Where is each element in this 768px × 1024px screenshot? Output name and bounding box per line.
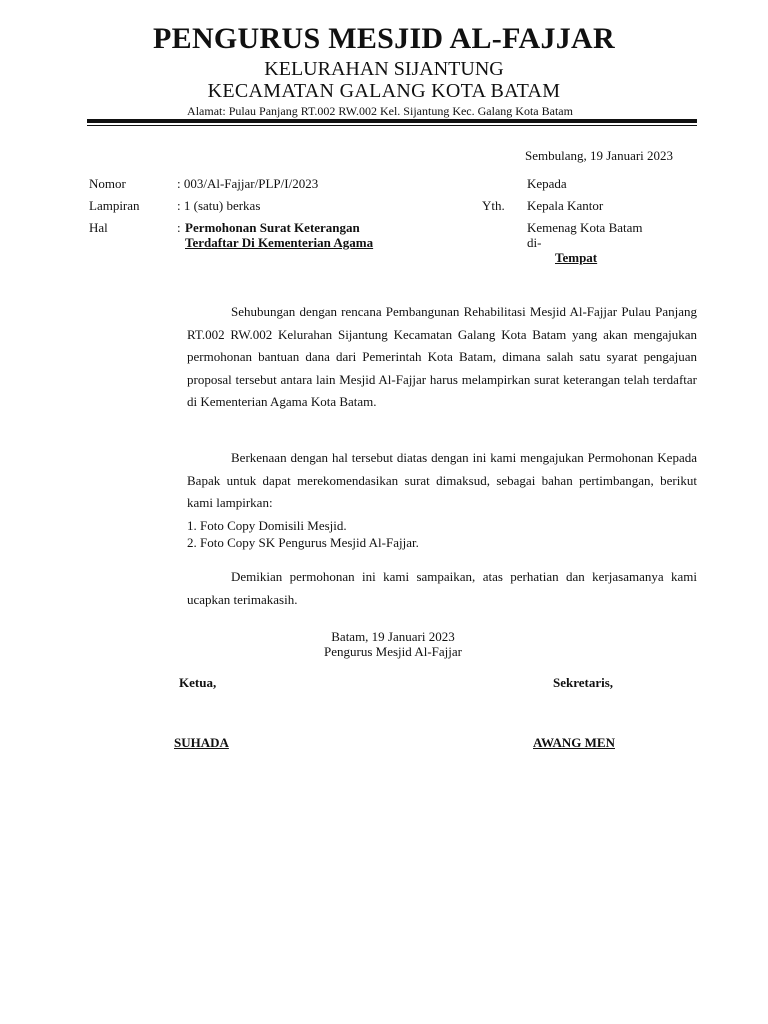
signature-name-sekretaris: AWANG MEN (533, 735, 615, 750)
organization-kecamatan: KECAMATAN GALANG KOTA BATAM (207, 80, 561, 102)
hal-label: Hal (89, 220, 108, 235)
recipient-tempat: Tempat (555, 250, 598, 265)
letter-place-date: Sembulang, 19 Januari 2023 (525, 148, 674, 163)
body-paragraph-3: Demikian permohonan ini kami sampaikan, atas perhatian dan kerjasamanya kami ucapkan terimakasih. (187, 569, 697, 607)
hal-subject-line2: Terdaftar Di Kementerian Agama (185, 235, 374, 250)
signature-title-ketua: Ketua, (179, 675, 217, 690)
closing-organization: Pengurus Mesjid Al-Fajjar (324, 644, 462, 659)
letterhead-divider-thick (87, 119, 697, 123)
letterhead-divider-thin (87, 125, 697, 126)
organization-address: Alamat: Pulau Panjang RT.002 RW.002 Kel. Sijantung Kec. Galang Kota Batam (187, 104, 573, 118)
recipient-line2: Kemenag Kota Batam (527, 220, 643, 235)
attachment-item: 2. Foto Copy SK Pengurus Mesjid Al-Fajjar. (187, 535, 419, 550)
nomor-label: Nomor (89, 176, 126, 191)
hal-subject-line1: Permohonan Surat Keterangan (185, 220, 360, 235)
hal-colon: : (177, 220, 181, 235)
body-paragraph-1: Sehubungan dengan rencana Pembangunan Rehabilitasi Mesjid Al-Fajjar Pulau Panjang RT.002 RW.002 Kelurahan Sijantung Kecamatan Galang Kota Batam yang akan mengajukan permohonan bantuan dana dari Pemerintah Kota Batam, dimana salah satu syarat pengajuan proposal tersebut antara lain Mesjid Al-Fajjar harus melampirkan surat keterangan telah terdaftar di Kementerian Agama Kota Batam. (187, 304, 697, 409)
recipient-line3: di- (527, 235, 542, 250)
lampiran-label: Lampiran (89, 198, 140, 213)
attachment-list (187, 517, 419, 551)
nomor-value: : 003/Al-Fajjar/PLP/I/2023 (177, 176, 319, 191)
recipient-yth: Yth. (482, 198, 505, 213)
closing-block (0, 629, 768, 659)
body-paragraph-2: Berkenaan dengan hal tersebut diatas dengan ini kami mengajukan Permohonan Kepada Bapak untuk dapat merekomendasikan surat dimaksud, sebagai bahan pertimbangan, berikut kami lampirkan: (187, 450, 697, 510)
signature-name-ketua: SUHADA (174, 735, 229, 750)
organization-name: PENGURUS MESJID AL-FAJJAR (153, 22, 615, 55)
recipient-line1: Kepala Kantor (527, 198, 604, 213)
attachment-item: 1. Foto Copy Domisili Mesjid. (187, 518, 347, 533)
organization-kelurahan: KELURAHAN SIJANTUNG (264, 58, 504, 80)
closing-place-date: Batam, 19 Januari 2023 (331, 629, 455, 644)
recipient-kepada: Kepada (527, 176, 567, 191)
lampiran-value: : 1 (satu) berkas (177, 198, 261, 213)
signature-title-sekretaris: Sekretaris, (553, 675, 614, 690)
